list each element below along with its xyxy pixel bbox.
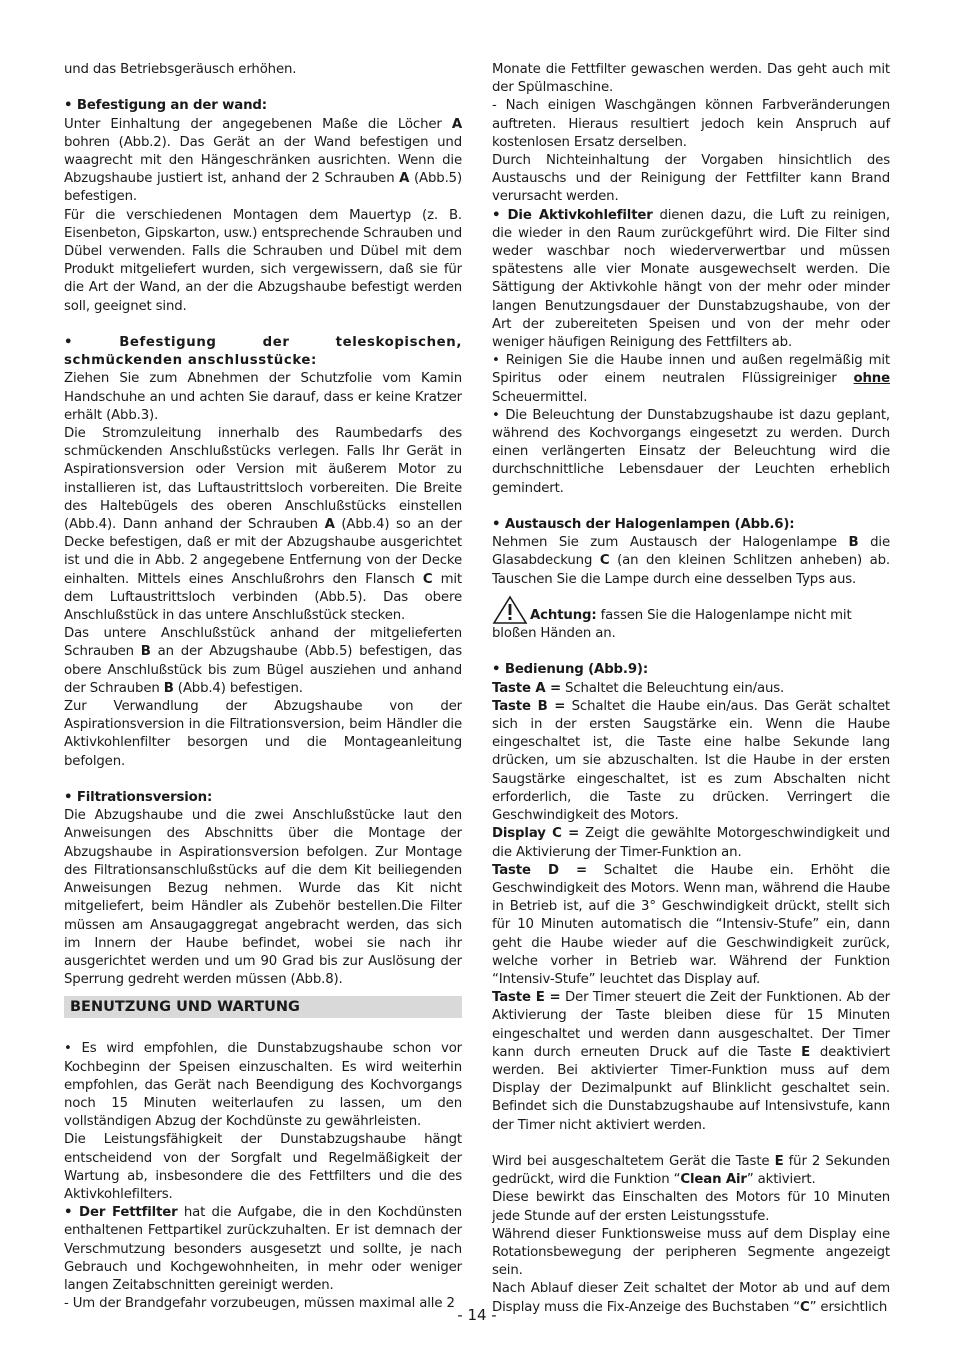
telescopic-heading: • Befestigung der teleskopischen, schmückenden anschlusstücke: [64, 335, 462, 369]
cleaning-paragraph: • Reinigen Sie die Haube innen und außen regelmäßig mit Spiritus oder einem neutralen Flüssigreiniger ohne Scheuermittel. [492, 353, 890, 405]
wall-mount-paragraph-2: Für die verschiedenen Montagen dem Mauertyp (z. B. Eisenbeton, Gipskarton, usw.) entsprechende Schrauben und Dübel verwenden. Falls die Schrauben und Dübel mit dem Produkt mitgeliefert wurden, sich vergewissern, daß sie für die Art der Wand, an der die Abzugshaube befestigt werden soll, geeignet sind. [64, 207, 462, 314]
page-number: - 14 - [457, 1306, 497, 1324]
warning-note [492, 595, 890, 643]
fire-warning-paragraph: Durch Nichteinhaltung der Vorgaben hinsichtlich des Austauschs und der Reinigung der Fettfilter kann Brand verursacht werden. [492, 153, 890, 205]
filtration-paragraph: Die Abzugshaube und die zwei Anschlußstücke laut den Anweisungen des Abschnitts über die Montage der Abzugshaube in Aspirationsversion befolgen. Zur Montage des Filtrationsanschlußstücks auf die dem Kit beiliegenden Anweisungen Bezug nehmen. Wurde das Kit nicht mitgeliefert, beim Händler als Zubehör bestellen.Die Filter müssen am Ansaugaggregat angebracht werden, das sich im Innern der Haube befindet, wobei sie nach ihr ausgerichtet werden und um 90 Grad bis zur Auslösung der Sperrung gedreht werden müssen (Abb.8). [64, 808, 462, 988]
fire-risk-paragraph: - Um der Brandgefahr vorzubeugen, müssen maximal alle 2 [64, 1296, 455, 1312]
filtration-heading: • Filtrationsversion: [64, 790, 213, 806]
clean-air-paragraph-4: Nach Ablauf dieser Zeit schaltet der Motor ab und auf dem Display muss die Fix-Anzeige des Buchstaben “C” ersichtlich [492, 1281, 890, 1315]
telescopic-paragraph-3: Das untere Anschlußstück anhand der mitgelieferten Schrauben B an der Abzugshaube (Abb.5) befestigen, das obere Anschlußstück bis zum Bügel ausziehen und anhand der Schrauben B (Abb.4) befestigen. [64, 626, 462, 696]
discoloration-paragraph: - Nach einigen Waschgängen können Farbveränderungen auftreten. Hieraus resultiert jedoch kein Anspruch auf kostenlosen Ersatz derselben. [492, 98, 890, 150]
grease-filter-wash-paragraph: Monate die Fettfilter gewaschen werden. Das geht auch mit der Spülmaschine. [492, 62, 890, 96]
button-e-description: Taste E = Der Timer steuert die Zeit der Funktionen. Ab der Aktivierung der Taste bleiben diese für 15 Minuten eingeschaltet und werden dann ausgeschaltet. Der Timer kann durch erneuten Druck auf die Taste E deaktiviert werden. Bei aktivierter Timer-Funktion muss auf dem Display der Dezimalpunkt auf Blinklicht geschaltet sein. Befindet sich die Dunstabzugshaube auf Intensivstufe, kann der Timer nicht aktiviert werden. [492, 990, 890, 1133]
telescopic-paragraph-4: Zur Verwandlung der Abzugshaube von der Aspirationsversion in die Filtrationsversion, beim Händler die Aktivkohlenfilter besorgen und die Montageanleitung befolgen. [64, 699, 462, 769]
halogen-heading: • Austausch der Halogenlampen (Abb.6): [492, 517, 795, 533]
warning-text: fassen Sie die Halogenlampe nicht mit bloßen Händen an. [492, 607, 852, 642]
telescopic-paragraph-2: Die Stromzuleitung innerhalb des Raumbedarfs des schmückenden Anschlußstücks verlegen. Falls Ihr Gerät in Aspirationsversion oder Version mit äußerem Motor zu installieren ist, das Luftaustrittsloch vorbereiten. Die Breite des Haltebügels des oberen Anschlußstücks einstellen (Abb.4). Dann anhand der Schrauben A (Abb.4) so an der Decke befestigen, daß er mit der Abzugshaube ausgerichtet ist und die in Abb. 2 angegebene Entfernung von der Decke einhalten. Mittels eines Anschlußrohrs den Flansch C mit dem Luftaustrittsloch verbinden (Abb.5). Das obere Anschlußstück in das untere Anschlußstück stecken. [64, 426, 462, 624]
clean-air-paragraph: Wird bei ausgeschaltetem Gerät die Taste E für 2 Sekunden gedrückt, wird die Funktion “Clean Air” aktiviert. [492, 1153, 890, 1188]
clean-air-paragraph-3: Während dieser Funktionsweise muss auf dem Display eine Rotationsbewegung der peripheren Segmente angezeigt sein. [492, 1226, 890, 1279]
carbon-filter-paragraph: • Die Aktivkohlefilter dienen dazu, die Luft zu reinigen, die wieder in den Raum zurückgeführt wird. Die Filter sind weder waschbar noch wiederverwertbar und müssen spätestens alle vier Monate ausgewechselt werden. Die Sättigung der Aktivkohle hängt von der mehr oder minder langen Benutzungsdauer der Dunstabzugshaube, von der Art der zubereiteten Speisen und von der mehr oder weniger häufigen Reinigung des Fettfilters ab. [492, 207, 890, 351]
usage-paragraph-1: • Es wird empfohlen, die Dunstabzugshaube schon vor Kochbeginn der Speisen einzuschalten. Es wird weiterhin empfohlen, das Gerät nach Beendigung des Kochvorgangs noch 15 Minuten weiterlaufen zu lassen, um den vollständigen Abzug der Kochdünste zu gewährleisten. [64, 1041, 462, 1130]
intro-paragraph: und das Betriebsgeräusch erhöhen. [64, 62, 297, 77]
right-column [492, 61, 890, 1317]
operation-heading: • Bedienung (Abb.9): [492, 662, 649, 678]
grease-filter-paragraph: • Der Fettfilter hat die Aufgabe, die in den Kochdünsten enthaltenen Fettpartikel zurückzuhalten. Er ist demnach der Verschmutzung besonders ausgesetzt und sollte, je nach Gebrauch und Kochgewohnheiten, in mehr oder weniger langen Zeitabschnitten gereinigt werden. [64, 1205, 462, 1293]
display-c-description: Display C = Zeigt die gewählte Motorgeschwindigkeit und die Aktivierung der Timer-Funktion an. [492, 826, 891, 860]
section-title-usage-maintenance: BENUTZUNG UND WARTUNG [64, 996, 462, 1018]
warning-label: Achtung: [530, 607, 597, 623]
clean-air-paragraph-2: Diese bewirkt das Einschalten des Motors für 10 Minuten jede Stunde auf der ersten Leistungsstufe. [492, 1190, 890, 1224]
lighting-paragraph: • Die Beleuchtung der Dunstabzugshaube ist dazu geplant, während des Kochvorgangs eingesetzt zu werden. Durch einen verlängerten Einsatz der Beleuchtung wird die durchschnittliche Lebensdauer der Leuchten erheblich gemindert. [492, 407, 890, 496]
button-d-description: Taste D = Schaltet die Haube ein. Erhöht die Geschwindigkeit des Motors. Wenn man, während die Haube in Betrieb ist, auf die 3° Geschwindigkeit drückt, stellt sich für 10 Minuten automatisch die “Intensiv-Stufe” ein, dann geht die Haube wieder auf die Geschwindigkeit zurück, welche vorher in Betrieb war. Während der Funktion “Intensiv-Stufe” leuchtet das Display auf. [492, 862, 890, 987]
button-a-description: Taste A = Schaltet die Beleuchtung ein/aus. [492, 680, 785, 696]
left-column [64, 61, 462, 1313]
wall-mount-heading: • Befestigung an der wand: [64, 98, 267, 114]
telescopic-paragraph-1: Ziehen Sie zum Abnehmen der Schutzfolie vom Kamin Handschuhe an und achten Sie darauf, dass er keine Kratzer erhält (Abb.3). [64, 371, 462, 423]
usage-paragraph-2: Die Leistungsfähigkeit der Dunstabzugshaube hängt entscheidend von der Sorgfalt und Regelmäßigkeit der Wartung ab, insbesondere die des Fettfilters und die des Aktivkohlefilters. [64, 1132, 462, 1202]
wall-mount-paragraph: Unter Einhaltung der angegebenen Maße die Löcher A bohren (Abb.2). Das Gerät an der Wand befestigen und waagrecht mit den Hängeschränken ausrichten. Wenn die Abzugshaube justiert ist, anhand der 2 Schrauben A (Abb.5) befestigen. [64, 116, 462, 205]
halogen-paragraph: Nehmen Sie zum Austausch der Halogenlampe B die Glasabdeckung C (an den kleinen Schlitzen anheben) ab. Tauschen Sie die Lampe durch eine desselben Typs aus. [492, 535, 890, 587]
warning-triangle-icon [492, 595, 528, 625]
button-b-description: Taste B = Schaltet die Haube ein/aus. Das Gerät schaltet sich in der ersten Saugstärke ein. Wenn die Haube eingeschaltet ist, die Taste eine halbe Sekunde lang drücken, um sie abzuschalten. Ist die Haube in der ersten Saugstärke eingeschaltet, ist es zum Abschalten nicht erforderlich, die Taste zu drücken. Verringert die Geschwindigkeit des Motors. [492, 698, 890, 824]
